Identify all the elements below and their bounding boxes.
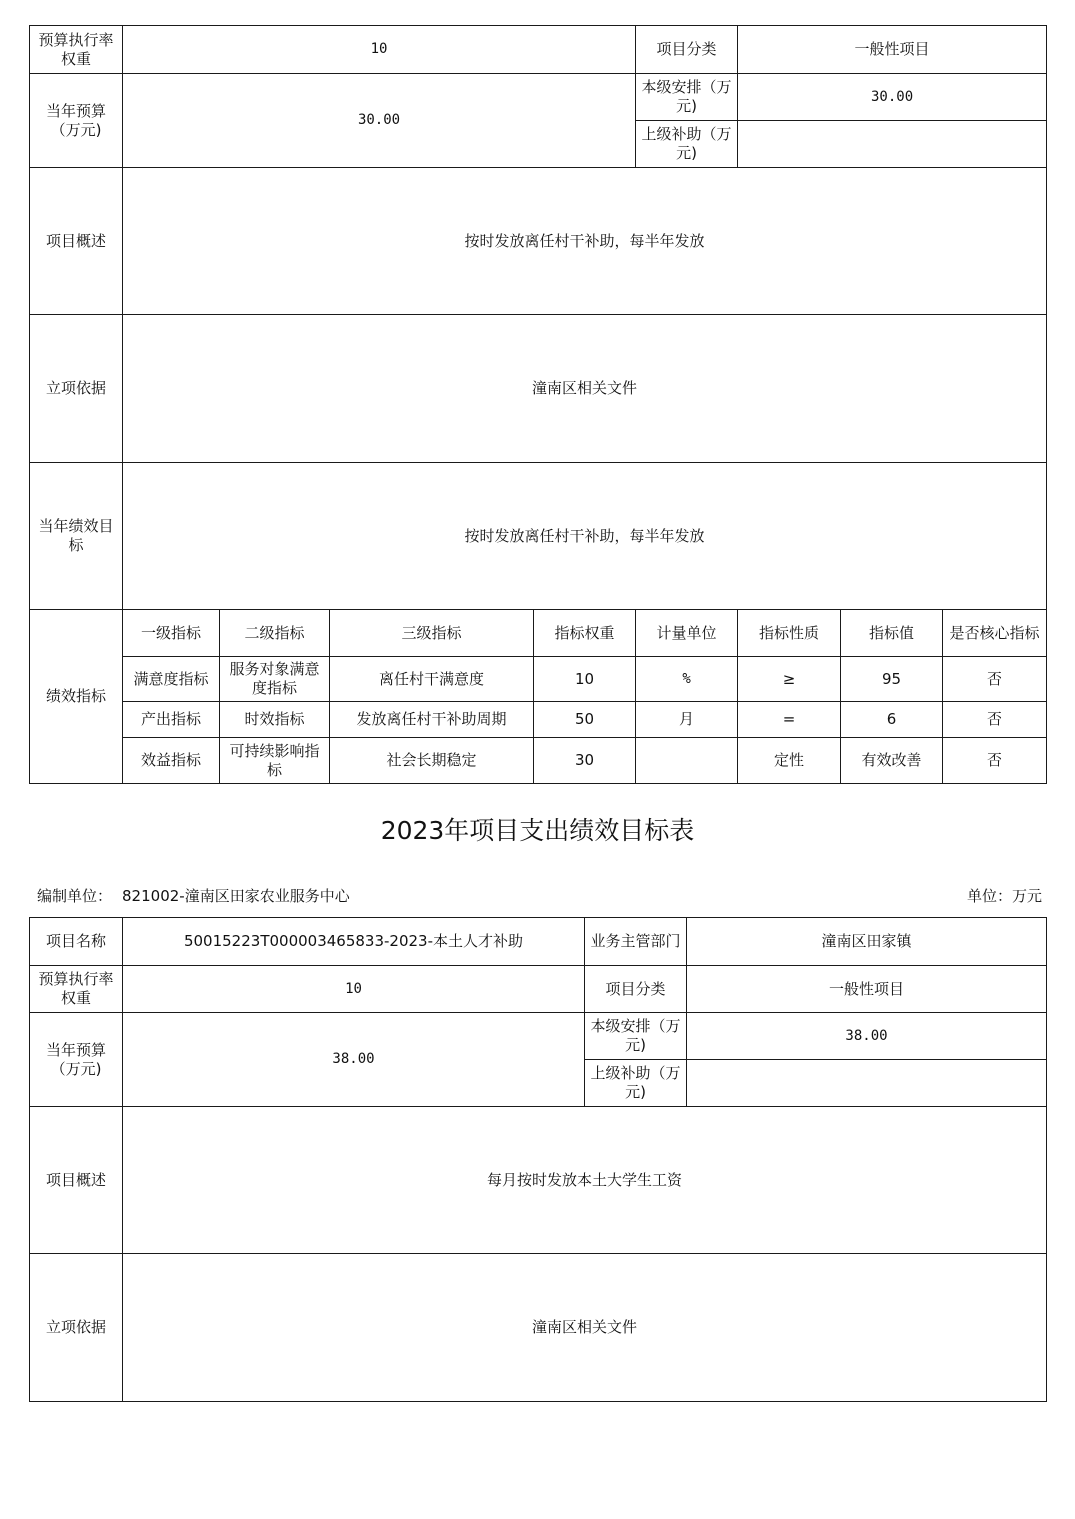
performance-table-2 [29,917,1047,1402]
indicator-weight: 50 [534,702,636,738]
category-label: 项目分类 [636,26,738,74]
table-row [30,657,1047,702]
basis-value: 潼南区相关文件 [123,1254,1047,1402]
annual-budget-label: 当年预算（万元) [30,74,123,168]
basis-label: 立项依据 [30,1254,123,1402]
basis-label: 立项依据 [30,315,123,463]
indicator-level3: 发放离任村干补助周期 [330,702,534,738]
header-core: 是否核心指标 [943,610,1047,657]
local-arrangement-label: 本级安排（万元) [636,74,738,121]
header-unit: 计量单位 [636,610,738,657]
execution-weight-value: 10 [123,26,636,74]
indicator-unit: 月 [636,702,738,738]
category-label: 项目分类 [585,966,687,1013]
annual-target-value: 按时发放离任村干补助，每半年发放 [123,463,1047,610]
overview-value: 按时发放离任村干补助，每半年发放 [123,168,1047,315]
annual-budget-label: 当年预算（万元) [30,1013,123,1107]
indicators-label: 绩效指标 [30,610,123,784]
execution-weight-label: 预算执行率权重 [30,26,123,74]
table-row [30,738,1047,784]
indicator-level3: 离任村干满意度 [330,657,534,702]
compiling-unit-value: 821002-潼南区田家农业服务中心 [122,887,350,905]
overview-label: 项目概述 [30,1107,123,1254]
indicator-core: 否 [943,702,1047,738]
local-arrangement-label: 本级安排（万元) [585,1013,687,1060]
header-value: 指标值 [841,610,943,657]
annual-target-label: 当年绩效目标 [30,463,123,610]
indicator-unit: % [636,657,738,702]
indicator-level1: 满意度指标 [123,657,220,702]
project-name-label: 项目名称 [30,918,123,966]
annual-budget-value: 38.00 [123,1013,585,1107]
category-value: 一般性项目 [687,966,1047,1013]
indicator-value: 6 [841,702,943,738]
execution-weight-value: 10 [123,966,585,1013]
local-arrangement-value: 30.00 [738,74,1047,121]
indicator-level2: 时效指标 [220,702,330,738]
indicator-core: 否 [943,738,1047,784]
overview-label: 项目概述 [30,168,123,315]
indicator-weight: 10 [534,657,636,702]
compiling-unit [37,885,350,907]
indicator-level1: 产出指标 [123,702,220,738]
overview-value: 每月按时发放本土大学生工资 [123,1107,1047,1254]
indicator-core: 否 [943,657,1047,702]
compiling-unit-label: 编制单位： [37,887,113,905]
superior-subsidy-label: 上级补助（万元) [585,1060,687,1107]
department-value: 潼南区田家镇 [687,918,1047,966]
currency-unit: 单位：万元 [966,887,1042,905]
execution-weight-label: 预算执行率权重 [30,966,123,1013]
project-name-value: 50015223T000003465833-2023-本土人才补助 [123,918,585,966]
header-level3: 三级指标 [330,610,534,657]
header-weight: 指标权重 [534,610,636,657]
department-label: 业务主管部门 [585,918,687,966]
header-nature: 指标性质 [738,610,841,657]
indicator-level1: 效益指标 [123,738,220,784]
superior-subsidy-value [687,1060,1047,1107]
indicator-weight: 30 [534,738,636,784]
indicator-level2: 服务对象满意度指标 [220,657,330,702]
superior-subsidy-value [738,121,1047,168]
header-level2: 二级指标 [220,610,330,657]
performance-table-1 [29,25,1047,784]
indicator-level2: 可持续影响指标 [220,738,330,784]
indicator-nature: = [738,702,841,738]
table-row [30,702,1047,738]
section-title: 2023年项目支出绩效目标表 [380,816,695,845]
indicator-value: 95 [841,657,943,702]
local-arrangement-value: 38.00 [687,1013,1047,1060]
indicator-nature: 定性 [738,738,841,784]
category-value: 一般性项目 [738,26,1047,74]
basis-value: 潼南区相关文件 [123,315,1047,463]
indicator-unit [636,738,738,784]
header-level1: 一级指标 [123,610,220,657]
annual-budget-value: 30.00 [123,74,636,168]
indicator-level3: 社会长期稳定 [330,738,534,784]
indicator-nature: ≥ [738,657,841,702]
superior-subsidy-label: 上级补助（万元) [636,121,738,168]
indicator-value: 有效改善 [841,738,943,784]
